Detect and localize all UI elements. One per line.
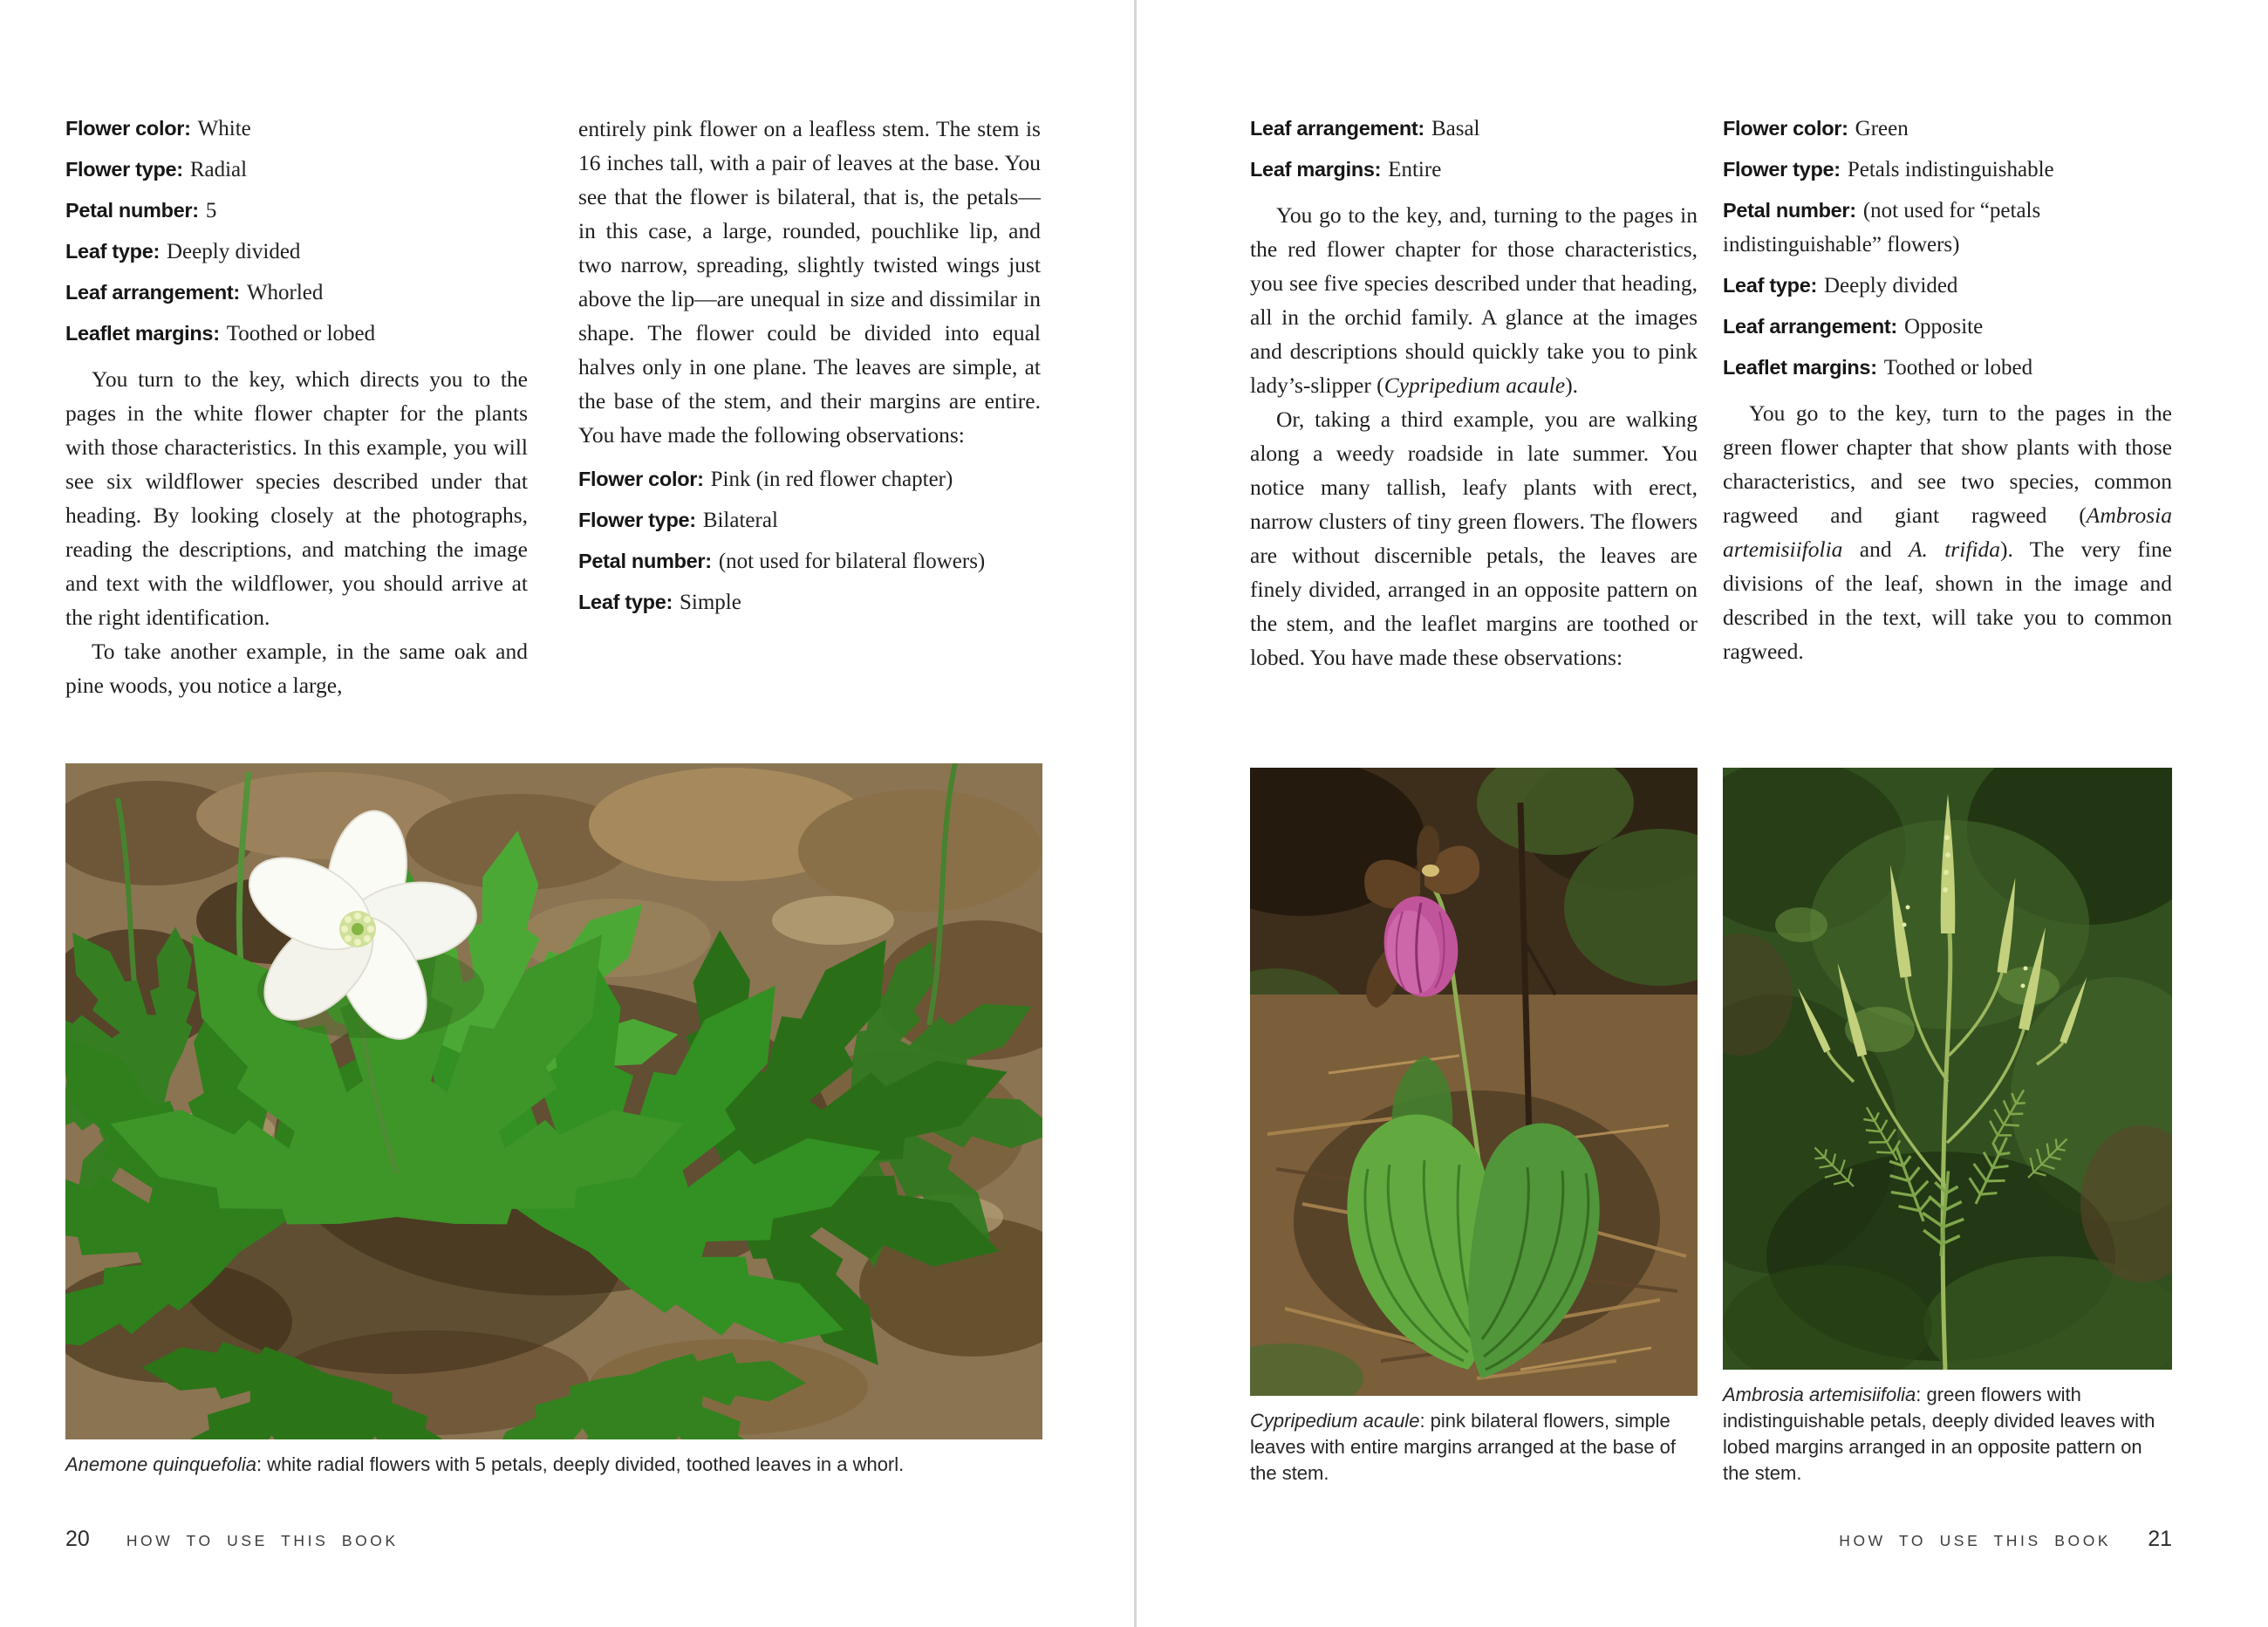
observation-label: Flower type: [1723,158,1841,181]
left-column-1 [65,112,528,702]
observation-value: Simple [680,591,741,614]
paragraph-third-example: Or, taking a third example, you are walking along a weedy roadside in late summer. You notice many tallish, leafy plants with erect, narrow clusters of tiny green flowers. The flowers are without discernible petals, the leaves are finely divided, arranged in an opposite pattern on the stem, and the leaflet margins are toothed or lobed. You have made these observations: [1250,407,1698,670]
right-column-1 [1250,112,1698,674]
observation-value: Whorled [246,281,324,304]
observation-value: Basal [1431,117,1480,140]
paragraph-continuation: entirely pink flower on a leafless stem. The stem is 16 inches tall, with a pair of leaves at the base. You see that the flower is bilateral, that is, the petals—in this case, a large, rounded, pouchlike lip, and two narrow, spreading, slightly twisted wings just above the lip—are unequal in size and dissimilar in shape. The flower could be divided into equal halves only in one plane. The leaves are simple, at the base of the stem, and their margins are entire. You have made the following observations: [578,116,1041,448]
observation-value: 5 [205,199,217,222]
observation-value: Entire [1388,158,1442,181]
photo-anemone-quinquefolia [65,763,1042,1478]
observation-label: Petal number: [578,550,712,572]
paragraph-key-explanation: You turn to the key, which directs you to the pages in the white flower chapter for the plants with those characteristics. In this example, you will see six wildflower species described under that heading. By looking closely at the photographs, reading the descriptions, and matching the image and text with the wildflower, you should arrive at the right identification. [65,366,528,630]
observation-label: Leaflet margins: [65,322,220,345]
caption-species-name: Cypripedium acaule [1250,1410,1420,1432]
paragraph-text: You go to the key, and, turning to the pages in the red flower chapter for those characteristics, you see five species described under that heading, all in the orchid family. A glance at the images and descriptions should quickly take you to pink lady’s-slipper ( [1250,202,1698,398]
observation-row [1723,269,2172,303]
observation-label: Leaf arrangement: [1723,315,1897,338]
page-number: 20 [65,1527,90,1551]
observation-row [1723,194,2172,262]
observation-row [65,194,528,228]
observation-value: Toothed or lobed [1883,356,2033,379]
observation-label: Petal number: [1723,199,1856,222]
observation-row [1723,310,2172,344]
anemone-photo-illustration [65,763,1042,1439]
observation-value: Opposite [1903,315,1984,338]
observation-label: Flower color: [1723,117,1848,140]
photo-ambrosia-artemisiifolia [1723,768,2172,1487]
observation-row [1250,112,1698,146]
observation-label: Flower color: [65,117,191,140]
observation-label: Flower type: [65,158,183,181]
left-column-2 [578,112,1041,626]
observation-label: Flower type: [578,509,696,531]
observation-value: (not used for bilateral flowers) [718,550,986,573]
paragraph-second-example: To take another example, in the same oak and pine woods, you notice a large, [65,639,528,698]
caption-anemone [65,1452,1042,1478]
observation-label: Leaf margins: [1250,158,1382,181]
observation-value: Green [1855,117,1909,140]
observation-value: Radial [189,158,248,181]
observation-label: Leaflet margins: [1723,356,1877,379]
paragraph-text: You go to the key, turn to the pages in the green flower chapter that show plants with those characteristics, and see two species, common ragweed and giant ragweed ( [1723,400,2172,528]
observation-value: White [197,117,251,140]
paragraph-green-chapter [1723,396,2172,668]
caption-text: : pink bilateral flowers, simple leaves with entire margins arranged at the base of the stem. [1250,1410,1676,1484]
caption-species-name: Anemone quinquefolia [65,1453,256,1475]
observation-row [578,503,1041,537]
observation-label: Leaf arrangement: [1250,117,1424,140]
cypripedium-photo-illustration [1250,768,1698,1396]
observation-list-white-flower [65,112,528,351]
observation-row [578,585,1041,619]
observation-label: Leaf type: [578,591,673,613]
observation-label: Leaf type: [65,240,160,263]
right-column-2 [1723,112,2172,668]
observation-label: Leaf arrangement: [65,281,240,304]
observation-value: Petals indistinguishable [1847,158,2054,181]
footer-left [65,1527,399,1552]
caption-cypripedium [1250,1408,1698,1487]
page-number: 21 [2148,1527,2172,1551]
observation-label: Flower color: [578,468,704,490]
observation-row [65,317,528,351]
paragraph-red-chapter [1250,198,1698,402]
running-title: HOW TO USE THIS BOOK [1839,1532,2112,1549]
observation-list-pink-flower [578,462,1041,619]
species-name-italic: A. trifida [1908,537,2000,562]
paragraph-text: ). [1565,373,1579,398]
running-title: HOW TO USE THIS BOOK [126,1532,399,1549]
observation-row [65,235,528,269]
observation-value: Deeply divided [1824,274,1958,297]
observation-row [578,544,1041,578]
paragraph-text: ). The very fine divisions of the leaf, shown in the image and described in the text, will take you to common ragweed. [1723,537,2173,664]
observation-row [1723,112,2172,146]
observation-list-green-flower [1723,112,2172,385]
caption-species-name: Ambrosia artemisiifolia [1723,1384,1916,1405]
caption-text: : white radial flowers with 5 petals, deeply divided, toothed leaves in a whorl. [256,1453,905,1475]
species-name-italic: Ambrosia artemisiifolia [1723,502,2172,562]
observation-value: Toothed or lobed [226,322,376,345]
observation-row [65,112,528,146]
caption-ambrosia [1723,1382,2172,1487]
observation-label: Petal number: [65,199,199,222]
observation-label: Leaf type: [1723,274,1817,297]
observation-row [65,276,528,310]
observation-value: Pink (in red flower chapter) [710,468,953,491]
observation-row [65,153,528,187]
observation-row [1723,351,2172,385]
page-right [1137,0,2268,1627]
species-name-italic: Cypripedium acaule [1383,373,1566,398]
paragraph-text: and [1842,537,1909,562]
photo-cypripedium-acaule [1250,768,1698,1487]
caption-text: : green flowers with indistinguishable petals, deeply divided leaves with lobed margins arranged in an opposite pattern on the stem. [1723,1384,2155,1484]
observation-row [578,462,1041,496]
observation-row [1723,153,2172,187]
observation-row [1250,153,1698,187]
observation-value: (not used for “petals indistinguishable” flowers) [1723,199,2041,256]
ambrosia-photo-illustration [1723,768,2172,1370]
observation-value: Deeply divided [167,240,301,263]
observation-list-basal [1250,112,1698,187]
observation-value: Bilateral [702,509,778,532]
footer-right [1839,1527,2172,1552]
